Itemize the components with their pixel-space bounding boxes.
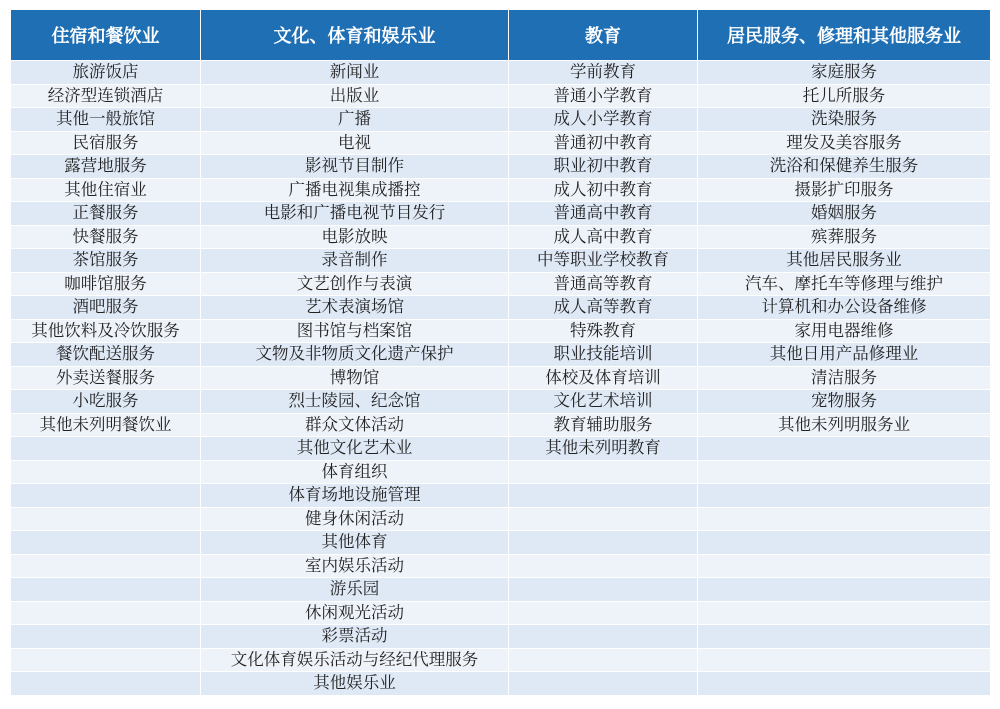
table-row: [11, 178, 991, 202]
table-cell: 快餐服务: [11, 225, 201, 249]
table-cell: 新闻业: [201, 61, 509, 85]
table-row: [11, 131, 991, 155]
table-cell: 中等职业学校教育: [509, 249, 698, 273]
table-cell: 学前教育: [509, 61, 698, 85]
table-cell: 殡葬服务: [698, 225, 991, 249]
table-cell: 电影和广播电视节目发行: [201, 202, 509, 226]
table-cell: 图书馆与档案馆: [201, 319, 509, 343]
table-cell: [509, 578, 698, 602]
table-row: [11, 460, 991, 484]
table-cell: 教育辅助服务: [509, 413, 698, 437]
table-cell: 汽车、摩托车等修理与维护: [698, 272, 991, 296]
table-cell: [11, 601, 201, 625]
table-cell: [11, 484, 201, 508]
table-row: [11, 272, 991, 296]
table-cell: [11, 507, 201, 531]
table-cell: 普通小学教育: [509, 84, 698, 108]
table-cell: [509, 484, 698, 508]
table-row: [11, 578, 991, 602]
table-row: [11, 413, 991, 437]
header-row: [11, 10, 991, 61]
table-row: [11, 225, 991, 249]
table-row: [11, 296, 991, 320]
table-cell: 游乐园: [201, 578, 509, 602]
table-row: [11, 625, 991, 649]
table-cell: 宠物服务: [698, 390, 991, 414]
table-cell: 咖啡馆服务: [11, 272, 201, 296]
table-cell: 其他未列明教育: [509, 437, 698, 461]
header-education: 教育: [509, 10, 698, 61]
table-cell: 其他日用产品修理业: [698, 343, 991, 367]
table-cell: 成人小学教育: [509, 108, 698, 132]
table-cell: 体育场地设施管理: [201, 484, 509, 508]
table-cell: 普通高中教育: [509, 202, 698, 226]
table-row: [11, 554, 991, 578]
table-cell: [11, 578, 201, 602]
table-cell: [509, 625, 698, 649]
table-cell: [509, 601, 698, 625]
table-cell: [698, 484, 991, 508]
table-cell: 成人高中教育: [509, 225, 698, 249]
table-cell: 民宿服务: [11, 131, 201, 155]
table-cell: 旅游饭店: [11, 61, 201, 85]
table-cell: 职业初中教育: [509, 155, 698, 179]
table-cell: 清洁服务: [698, 366, 991, 390]
table-row: [11, 507, 991, 531]
table-cell: 影视节目制作: [201, 155, 509, 179]
table-cell: [698, 648, 991, 672]
table-cell: [698, 460, 991, 484]
table-cell: 其他娱乐业: [201, 672, 509, 696]
table-cell: 文艺创作与表演: [201, 272, 509, 296]
table-cell: 其他未列明服务业: [698, 413, 991, 437]
table-cell: 群众文体活动: [201, 413, 509, 437]
industry-table: [10, 10, 991, 696]
table-cell: 洗浴和保健养生服务: [698, 155, 991, 179]
table-cell: [698, 601, 991, 625]
table-cell: 普通初中教育: [509, 131, 698, 155]
table-cell: 计算机和办公设备维修: [698, 296, 991, 320]
table-cell: 摄影扩印服务: [698, 178, 991, 202]
table-cell: 餐饮配送服务: [11, 343, 201, 367]
table-cell: 出版业: [201, 84, 509, 108]
table-row: [11, 601, 991, 625]
table-cell: 烈士陵园、纪念馆: [201, 390, 509, 414]
table-cell: 彩票活动: [201, 625, 509, 649]
table-cell: 小吃服务: [11, 390, 201, 414]
table-row: [11, 366, 991, 390]
table-cell: 室内娱乐活动: [201, 554, 509, 578]
header-resident-services: 居民服务、修理和其他服务业: [698, 10, 991, 61]
table-row: [11, 648, 991, 672]
table-cell: 其他文化艺术业: [201, 437, 509, 461]
table-row: [11, 343, 991, 367]
table-row: [11, 672, 991, 696]
table-cell: 婚姻服务: [698, 202, 991, 226]
table-cell: 经济型连锁酒店: [11, 84, 201, 108]
table-cell: [698, 672, 991, 696]
table-row: [11, 531, 991, 555]
table-cell: [698, 531, 991, 555]
table-cell: 录音制作: [201, 249, 509, 273]
table-cell: 露营地服务: [11, 155, 201, 179]
table-cell: 成人高等教育: [509, 296, 698, 320]
table-cell: 文化艺术培训: [509, 390, 698, 414]
table-cell: 其他体育: [201, 531, 509, 555]
table-cell: 其他住宿业: [11, 178, 201, 202]
table-cell: 托儿所服务: [698, 84, 991, 108]
table-cell: 博物馆: [201, 366, 509, 390]
header-culture-sports-entertainment: 文化、体育和娱乐业: [201, 10, 509, 61]
table-cell: 其他未列明餐饮业: [11, 413, 201, 437]
header-accommodation-catering: 住宿和餐饮业: [11, 10, 201, 61]
table-cell: 成人初中教育: [509, 178, 698, 202]
table-cell: 正餐服务: [11, 202, 201, 226]
table-cell: [11, 531, 201, 555]
table-cell: 体校及体育培训: [509, 366, 698, 390]
table-cell: [11, 672, 201, 696]
table-cell: 广播电视集成播控: [201, 178, 509, 202]
table-cell: 休闲观光活动: [201, 601, 509, 625]
table-row: [11, 108, 991, 132]
table-cell: [11, 648, 201, 672]
table-cell: [509, 672, 698, 696]
table-cell: 电影放映: [201, 225, 509, 249]
table-cell: [698, 578, 991, 602]
table-cell: 电视: [201, 131, 509, 155]
table-cell: [698, 437, 991, 461]
table-row: [11, 61, 991, 85]
table-cell: 文物及非物质文化遗产保护: [201, 343, 509, 367]
table-cell: [509, 507, 698, 531]
table-body: [11, 61, 991, 696]
table-cell: [11, 437, 201, 461]
table-cell: 职业技能培训: [509, 343, 698, 367]
table-cell: [698, 554, 991, 578]
table-cell: 洗染服务: [698, 108, 991, 132]
table-cell: 普通高等教育: [509, 272, 698, 296]
table-cell: [698, 507, 991, 531]
table-cell: 广播: [201, 108, 509, 132]
table-cell: 家庭服务: [698, 61, 991, 85]
table-cell: 茶馆服务: [11, 249, 201, 273]
table-cell: [11, 554, 201, 578]
table-cell: 其他一般旅馆: [11, 108, 201, 132]
table-row: [11, 390, 991, 414]
table-row: [11, 319, 991, 343]
table-cell: 体育组织: [201, 460, 509, 484]
table-cell: [11, 460, 201, 484]
table-cell: 特殊教育: [509, 319, 698, 343]
table-cell: [509, 554, 698, 578]
table-cell: [698, 625, 991, 649]
table-cell: 健身休闲活动: [201, 507, 509, 531]
table-row: [11, 155, 991, 179]
table-cell: 理发及美容服务: [698, 131, 991, 155]
table-row: [11, 84, 991, 108]
table-row: [11, 437, 991, 461]
table-cell: [509, 648, 698, 672]
table-cell: 其他饮料及冷饮服务: [11, 319, 201, 343]
table-cell: 艺术表演场馆: [201, 296, 509, 320]
table-cell: 家用电器维修: [698, 319, 991, 343]
table-cell: 外卖送餐服务: [11, 366, 201, 390]
table-cell: [509, 531, 698, 555]
table-cell: 文化体育娱乐活动与经纪代理服务: [201, 648, 509, 672]
table-row: [11, 202, 991, 226]
table-row: [11, 249, 991, 273]
table-cell: 酒吧服务: [11, 296, 201, 320]
table-cell: [509, 460, 698, 484]
table-cell: [11, 625, 201, 649]
table-row: [11, 484, 991, 508]
table-cell: 其他居民服务业: [698, 249, 991, 273]
